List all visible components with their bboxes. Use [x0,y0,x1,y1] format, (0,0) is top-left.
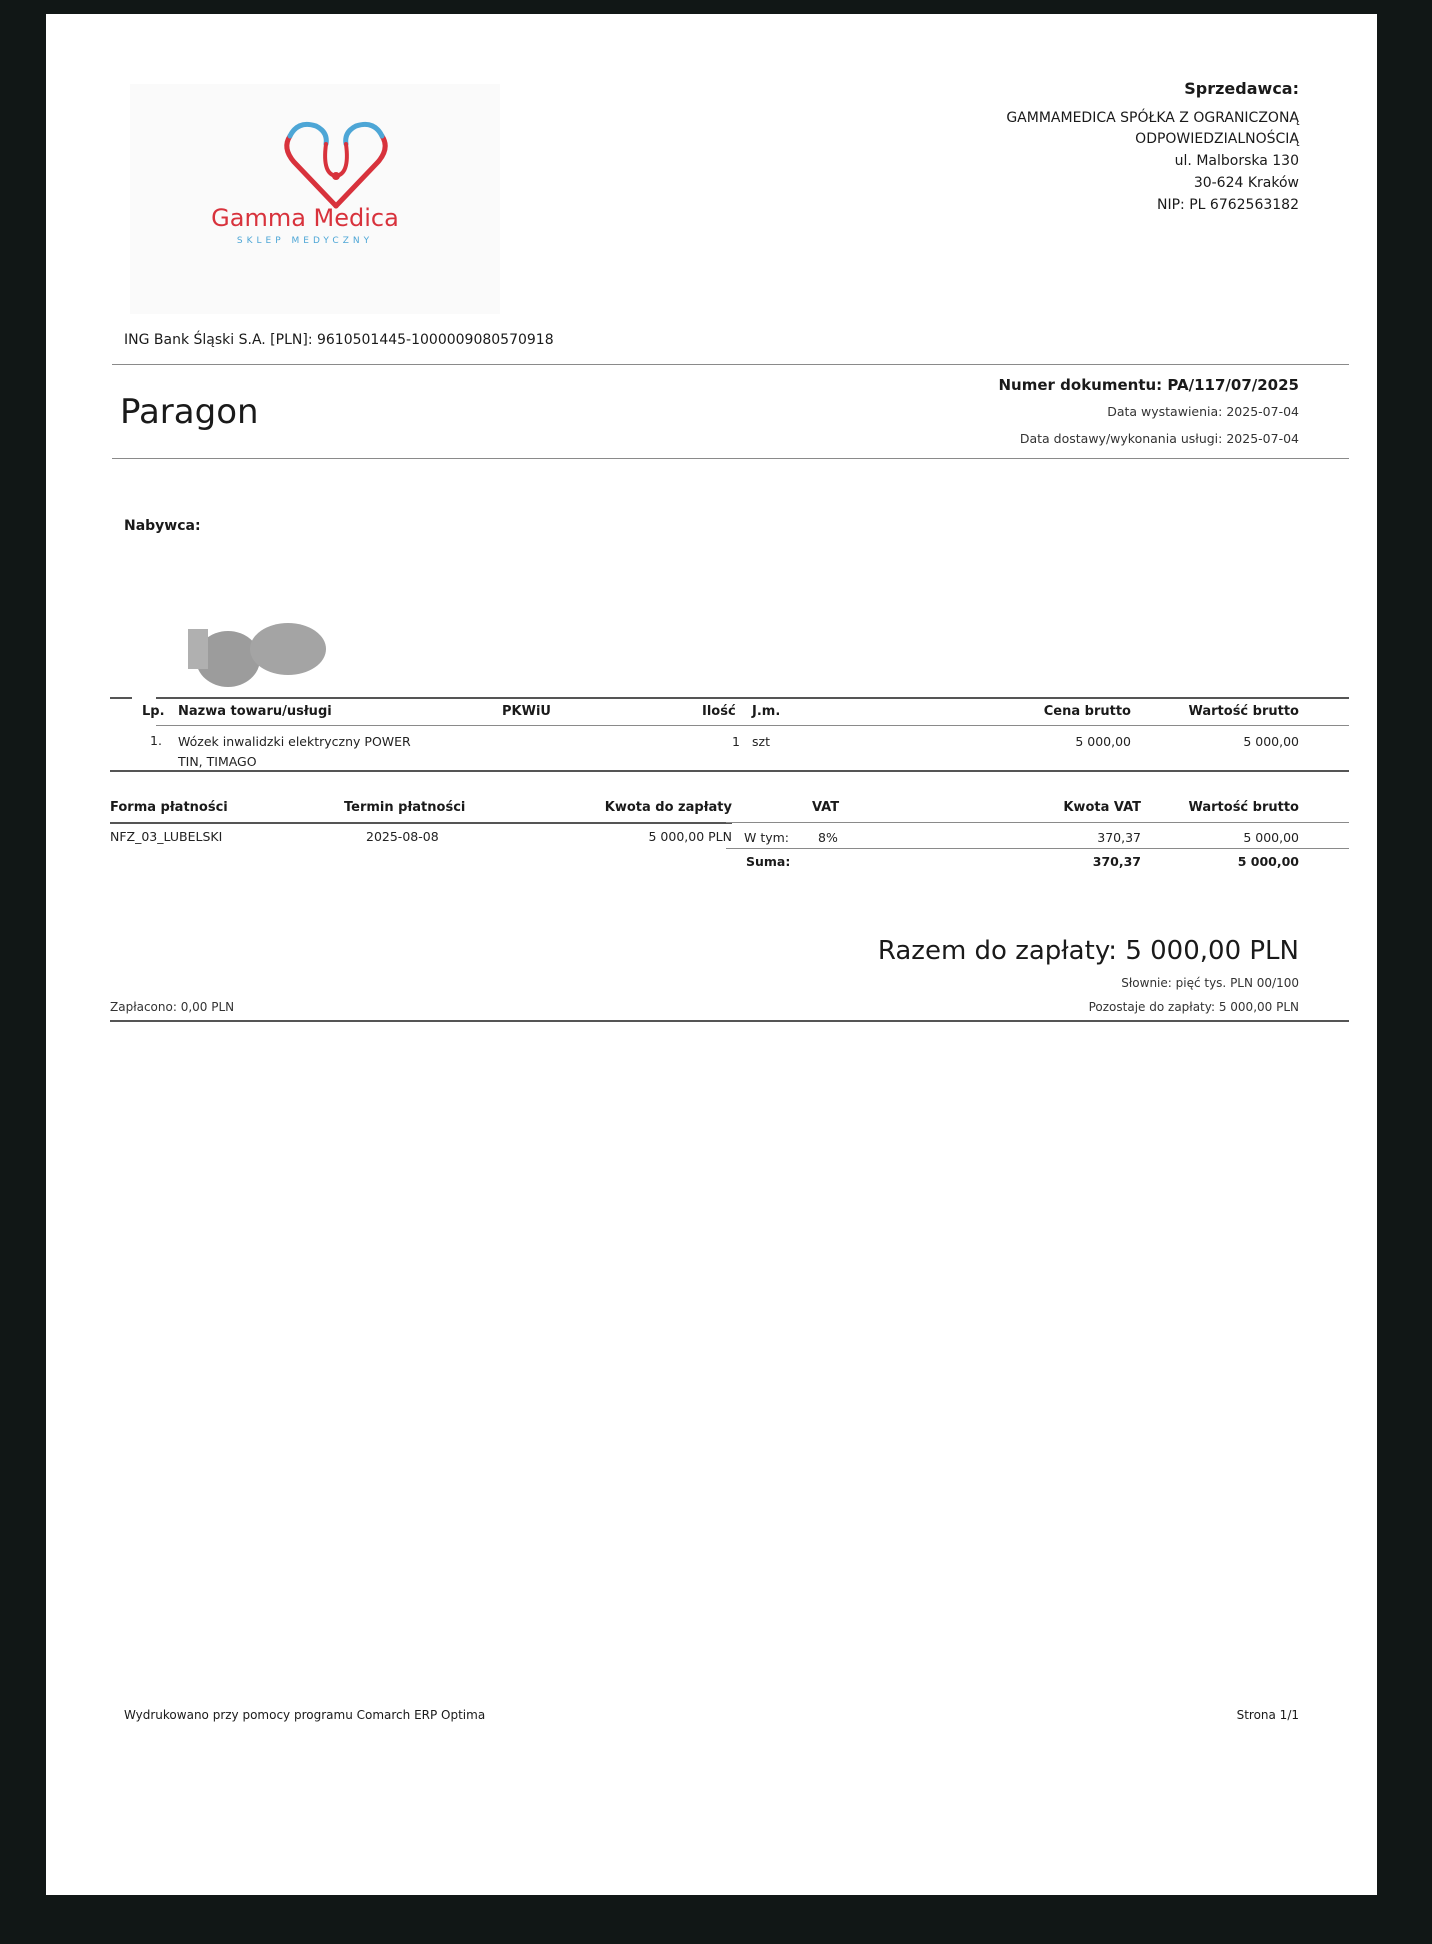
col-qty: Ilość [702,704,736,719]
vat-sum-amount: 370,37 [1092,854,1141,869]
seller-line: ODPOWIEDZIALNOŚCIĄ [1135,131,1299,147]
row-lp: 1. [150,733,162,748]
paid-amount: Zapłacono: 0,00 PLN [110,1000,235,1014]
issue-date: Data wystawienia: 2025-07-04 [1107,404,1299,419]
col-payment-form: Forma płatności [110,800,228,815]
seller-line: 30-624 Kraków [1193,175,1299,191]
page-number: Strona 1/1 [1236,1708,1299,1722]
divider [156,725,1349,726]
row-qty: 1 [732,734,740,749]
col-payment-term: Termin płatności [344,800,466,815]
heart-stethoscope-logo-icon [276,114,396,214]
col-vat: VAT [812,800,840,815]
row-name: Wózek inwalidzki elektryczny POWER [178,734,411,749]
col-payment-amount: Kwota do zapłaty [604,800,732,815]
grand-total: Razem do zapłaty: 5 000,00 PLN [877,936,1299,966]
delivery-date: Data dostawy/wykonania usługi: 2025-07-04 [1019,431,1299,446]
col-pkwiu: PKWiU [502,704,551,719]
logo-subtitle: SKLEP MEDYCZNY [236,236,374,246]
payment-amount: 5 000,00 PLN [648,829,732,844]
seller-line: ul. Malborska 130 [1174,153,1299,169]
divider [726,822,1349,823]
divider [110,1020,1349,1022]
divider [156,697,1349,699]
vat-rate: 8% [818,830,838,845]
document-page [46,14,1377,1895]
seller-tax-id: NIP: PL 6762563182 [1157,197,1299,213]
seller-label: Sprzedawca: [1184,79,1299,98]
divider [112,364,1349,365]
row-price: 5 000,00 [1075,734,1131,749]
vat-amount: 370,37 [1097,830,1141,845]
col-name: Nazwa towaru/usługi [178,704,332,719]
col-price: Cena brutto [1043,704,1131,719]
bank-account: ING Bank Śląski S.A. [PLN]: 9610501445-1000009080570918 [124,332,554,348]
divider [110,770,1349,772]
divider [110,697,132,699]
seller-line: GAMMAMEDICA SPÓŁKA Z OGRANICZONĄ [1006,110,1299,126]
col-vat-amount: Kwota VAT [1063,800,1141,815]
vat-gross: 5 000,00 [1243,830,1299,845]
row-value: 5 000,00 [1243,734,1299,749]
col-value: Wartość brutto [1188,704,1299,719]
col-unit: J.m. [752,704,781,719]
divider [112,458,1349,459]
page-title: Paragon [120,392,259,432]
buyer-label: Nabywca: [124,518,201,534]
divider [726,848,1349,849]
remaining-amount: Pozostaje do zapłaty: 5 000,00 PLN [1088,1000,1299,1014]
logo-name: Gamma Medica [211,204,399,232]
payment-form: NFZ_03_LUBELSKI [110,829,223,844]
redaction-blur [188,619,328,689]
row-name-cont: TIN, TIMAGO [178,754,257,769]
row-unit: szt [752,734,770,749]
divider [110,822,732,824]
payment-term: 2025-08-08 [366,829,439,844]
vat-sum-label: Suma: [746,854,791,869]
amount-in-words: Słownie: pięć tys. PLN 00/100 [1121,976,1299,990]
vat-row-label: W tym: [744,830,790,845]
col-lp: Lp. [142,704,165,719]
document-number: Numer dokumentu: PA/117/07/2025 [998,376,1299,394]
vat-sum-gross: 5 000,00 [1237,854,1299,869]
printed-by: Wydrukowano przy pomocy programu Comarch ERP Optima [124,1708,486,1722]
col-vat-gross: Wartość brutto [1188,800,1299,815]
